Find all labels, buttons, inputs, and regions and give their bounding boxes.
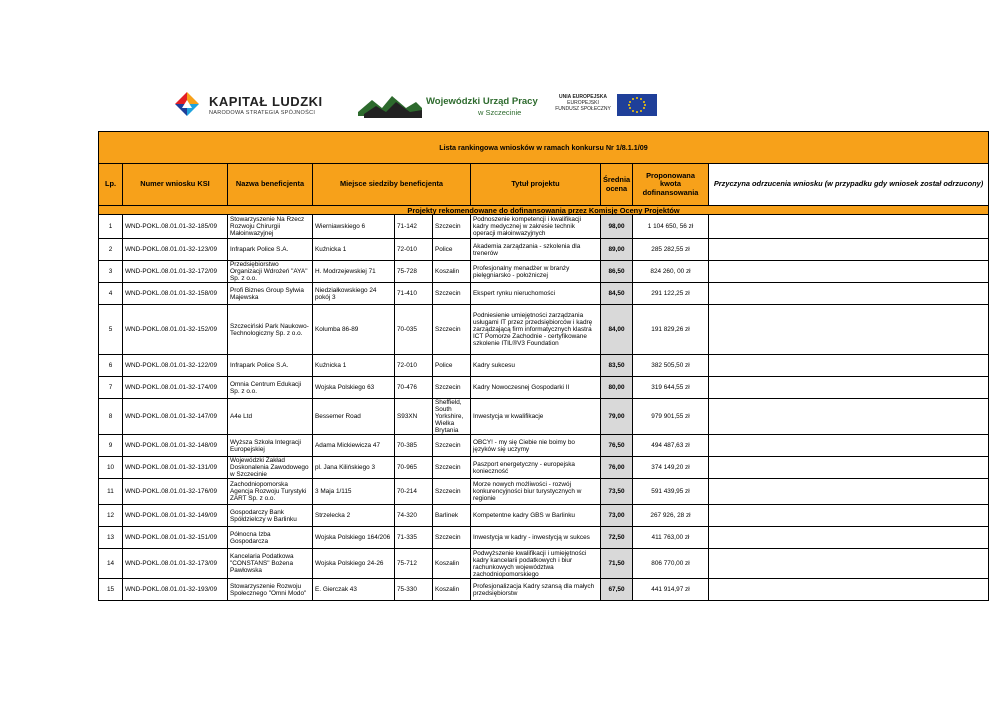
cell-miasto: Police [433, 239, 471, 261]
cell-tytul: Kadry Nowoczesnej Gospodarki II [471, 377, 601, 399]
cell-tytul: OBCY! - my się Ciebie nie boimy bo języków się uczymy [471, 435, 601, 457]
cell-kod: 75-712 [395, 549, 433, 579]
cell-numer: WND-POKL.08.01.01-32-149/09 [123, 505, 228, 527]
kapital-ludzki-logo [173, 88, 333, 122]
cell-lp: 1 [99, 215, 123, 239]
cell-przyczyna [709, 479, 989, 505]
cell-ocena: 73,50 [601, 479, 633, 505]
cell-numer: WND-POKL.08.01.01-32-151/09 [123, 527, 228, 549]
cell-przyczyna [709, 399, 989, 435]
cell-miasto: Szczecin [433, 283, 471, 305]
cell-numer: WND-POKL.08.01.01-32-174/09 [123, 377, 228, 399]
eu-line-3: FUNDUSZ SPOŁECZNY [555, 106, 611, 112]
cell-przyczyna [709, 435, 989, 457]
table-title: Lista rankingowa wniosków w ramach konkursu Nr 1/8.1.1/09 [99, 132, 989, 164]
cell-ocena: 73,00 [601, 505, 633, 527]
cell-ulica: Bessemer Road [313, 399, 395, 435]
cell-kwota: 1 104 650, 56 zł [633, 215, 709, 239]
cell-tytul: Kadry sukcesu [471, 355, 601, 377]
kapital-ludzki-subtitle: NARODOWA STRATEGIA SPÓJNOŚCI [209, 110, 316, 116]
cell-lp: 13 [99, 527, 123, 549]
cell-kwota: 441 914,97 zł [633, 579, 709, 601]
cell-lp: 10 [99, 457, 123, 479]
cell-ulica: Adama Mickiewicza 47 [313, 435, 395, 457]
cell-lp: 15 [99, 579, 123, 601]
cell-lp: 6 [99, 355, 123, 377]
eu-text [553, 94, 613, 112]
cell-miasto: Szczecin [433, 527, 471, 549]
wup-title: Wojewódzki Urząd Pracy [426, 96, 538, 107]
cell-ulica: H. Modrzejewskiej 71 [313, 261, 395, 283]
cell-przyczyna [709, 261, 989, 283]
cell-kwota: 382 505,50 zł [633, 355, 709, 377]
cell-nazwa: Profi Biznes Group Sylwia Majewska [228, 283, 313, 305]
cell-tytul: Kompetentne kadry GBS w Barlinku [471, 505, 601, 527]
cell-tytul: Paszport energetyczny - europejska konieczność [471, 457, 601, 479]
cell-nazwa: Omnia Centrum Edukacji Sp. z o.o. [228, 377, 313, 399]
cell-lp: 5 [99, 305, 123, 355]
cell-tytul: Profesjonalny menadżer w branży pielęgniarsko - położniczej [471, 261, 601, 283]
wup-logo [426, 88, 536, 122]
cell-ulica: Wierniawskiego 6 [313, 215, 395, 239]
table-title-row [99, 132, 989, 164]
cell-nazwa: Stowarzyszenie Na Rzecz Rozwoju Chirurgii Małoinwazyjnej [228, 215, 313, 239]
col-header-nazwa: Nazwa beneficjenta [228, 164, 313, 206]
cell-kwota: 591 439,95 zł [633, 479, 709, 505]
col-header-kwota: Proponowana kwota dofinansowania [633, 164, 709, 206]
eu-line-1: UNIA EUROPEJSKA [559, 94, 607, 100]
cell-nazwa: Szczeciński Park Naukowo-Technologiczny Sp. z o.o. [228, 305, 313, 355]
cell-numer: WND-POKL.08.01.01-32-193/09 [123, 579, 228, 601]
cell-lp: 2 [99, 239, 123, 261]
header-row [99, 164, 989, 206]
cell-nazwa: Kancelaria Podatkowa "CONSTANS" Bożena Pawłowska [228, 549, 313, 579]
cell-numer: WND-POKL.08.01.01-32-185/09 [123, 215, 228, 239]
cell-numer: WND-POKL.08.01.01-32-148/09 [123, 435, 228, 457]
col-header-przyczyna: Przyczyna odrzucenia wniosku (w przypadku gdy wniosek został odrzucony) [709, 164, 989, 206]
cell-lp: 9 [99, 435, 123, 457]
cell-ulica: Wojska Polskiego 24-26 [313, 549, 395, 579]
cell-ocena: 80,00 [601, 377, 633, 399]
cell-kod: 71-142 [395, 215, 433, 239]
table-row [99, 505, 989, 527]
cell-ulica: Kuźnicka 1 [313, 239, 395, 261]
col-header-numer: Numer wniosku KSI [123, 164, 228, 206]
cell-przyczyna [709, 579, 989, 601]
cell-kod: 70-035 [395, 305, 433, 355]
cell-ocena: 98,00 [601, 215, 633, 239]
cell-kod: 74-320 [395, 505, 433, 527]
cell-tytul: Profesjonalizacja Kadry szansą dla małych przedsiębiorstw [471, 579, 601, 601]
cell-miasto: Szczecin [433, 457, 471, 479]
cell-ocena: 72,50 [601, 527, 633, 549]
cell-miasto: Police [433, 355, 471, 377]
cell-miasto: Koszalin [433, 261, 471, 283]
cell-przyczyna [709, 283, 989, 305]
cell-przyczyna [709, 377, 989, 399]
cell-kwota: 411 763,00 zł [633, 527, 709, 549]
cell-lp: 3 [99, 261, 123, 283]
table-row [99, 215, 989, 239]
cell-kwota: 291 122,25 zł [633, 283, 709, 305]
cell-miasto: Sheffield, South Yorkshire, Wielka Brytania [433, 399, 471, 435]
cell-kwota: 806 770,00 zł [633, 549, 709, 579]
cell-ulica: Wojska Polskiego 63 [313, 377, 395, 399]
cell-kod: 72-010 [395, 239, 433, 261]
cell-nazwa: A4e Ltd [228, 399, 313, 435]
cell-miasto: Szczecin [433, 377, 471, 399]
kapital-ludzki-emblem-icon [173, 90, 201, 118]
cell-ocena: 67,50 [601, 579, 633, 601]
logo-strip [0, 88, 992, 122]
kapital-ludzki-title: KAPITAŁ LUDZKI [209, 94, 323, 109]
cell-przyczyna [709, 305, 989, 355]
cell-ocena: 76,50 [601, 435, 633, 457]
cell-tytul: Inwestycja w kadry - inwestycją w sukces [471, 527, 601, 549]
cell-nazwa: Zachodniopomorska Agencja Rozwoju Turystyki ZART Sp. z o.o. [228, 479, 313, 505]
table-row [99, 457, 989, 479]
cell-tytul: Ekspert rynku nieruchomości [471, 283, 601, 305]
cell-przyczyna [709, 355, 989, 377]
cell-tytul: Morze nowych możliwości - rozwój konkurencyjności biur turystycznych w regionie [471, 479, 601, 505]
eu-line-2: EUROPEJSKI [567, 100, 599, 106]
cell-kwota: 374 149,20 zł [633, 457, 709, 479]
cell-ocena: 76,00 [601, 457, 633, 479]
cell-miasto: Barlinek [433, 505, 471, 527]
cell-przyczyna [709, 239, 989, 261]
table-row [99, 435, 989, 457]
section-row [99, 206, 989, 215]
cell-tytul: Podwyższenie kwalifikacji i umiejętności kadry kancelarii podatkowych i biur rachunkowych województwa zachodniopomorskiego [471, 549, 601, 579]
cell-kwota: 319 644,55 zł [633, 377, 709, 399]
cell-miasto: Szczecin [433, 435, 471, 457]
cell-lp: 8 [99, 399, 123, 435]
mountain-icon [358, 88, 422, 122]
cell-przyczyna [709, 549, 989, 579]
cell-ulica: Wojska Polskiego 164/206 [313, 527, 395, 549]
table-row [99, 355, 989, 377]
cell-nazwa: Gospodarczy Bank Spółdzielczy w Barlinku [228, 505, 313, 527]
cell-kwota: 191 829,26 zł [633, 305, 709, 355]
cell-miasto: Koszalin [433, 579, 471, 601]
wup-subtitle: w Szczecinie [478, 108, 522, 117]
cell-nazwa: Przedsiębiorstwo Organizacji Wdrożeń "AYA" Sp. z o.o. [228, 261, 313, 283]
cell-przyczyna [709, 527, 989, 549]
cell-lp: 4 [99, 283, 123, 305]
cell-kod: 70-214 [395, 479, 433, 505]
cell-kod: 70-476 [395, 377, 433, 399]
cell-ocena: 79,00 [601, 399, 633, 435]
cell-numer: WND-POKL.08.01.01-32-152/09 [123, 305, 228, 355]
cell-ocena: 83,50 [601, 355, 633, 377]
cell-ulica: Niedziałkowskiego 24 pokój 3 [313, 283, 395, 305]
cell-numer: WND-POKL.08.01.01-32-131/09 [123, 457, 228, 479]
cell-numer: WND-POKL.08.01.01-32-147/09 [123, 399, 228, 435]
cell-ulica: 3 Maja 1/115 [313, 479, 395, 505]
cell-kwota: 267 926, 28 zł [633, 505, 709, 527]
cell-kod: 72-010 [395, 355, 433, 377]
cell-ocena: 89,00 [601, 239, 633, 261]
cell-kod: 75-728 [395, 261, 433, 283]
cell-kwota: 494 487,63 zł [633, 435, 709, 457]
table-row [99, 479, 989, 505]
cell-nazwa: Stowarzyszenie Rozwoju Społecznego "Omni Modo" [228, 579, 313, 601]
cell-przyczyna [709, 215, 989, 239]
table-row [99, 377, 989, 399]
cell-numer: WND-POKL.08.01.01-32-123/09 [123, 239, 228, 261]
table-row [99, 579, 989, 601]
cell-numer: WND-POKL.08.01.01-32-176/09 [123, 479, 228, 505]
cell-kod: 71-410 [395, 283, 433, 305]
cell-przyczyna [709, 457, 989, 479]
cell-miasto: Koszalin [433, 549, 471, 579]
cell-kwota: 285 282,55 zł [633, 239, 709, 261]
cell-tytul: Akademia zarządzania - szkolenia dla trenerów [471, 239, 601, 261]
table-row [99, 527, 989, 549]
cell-lp: 14 [99, 549, 123, 579]
cell-nazwa: Wyższa Szkoła Integracji Europejskiej [228, 435, 313, 457]
cell-lp: 11 [99, 479, 123, 505]
cell-ulica: Kuźnicka 1 [313, 355, 395, 377]
cell-ocena: 71,50 [601, 549, 633, 579]
cell-kod: 71-335 [395, 527, 433, 549]
cell-numer: WND-POKL.08.01.01-32-122/09 [123, 355, 228, 377]
table-row [99, 399, 989, 435]
cell-lp: 7 [99, 377, 123, 399]
cell-nazwa: Północna Izba Gospodarcza [228, 527, 313, 549]
cell-kod: S93XN [395, 399, 433, 435]
cell-ulica: Kolumba 86-89 [313, 305, 395, 355]
table-row [99, 305, 989, 355]
cell-ulica: Strzelecka 2 [313, 505, 395, 527]
cell-tytul: Podniesienie umiejętności zarządzania usługami IT przez przedsiębiorców i kadrę zarządzającą firm informatycznych klastra ICT Pomorze Zachodnie - certyfikowane szkolenie ITIL®V3 Foundation [471, 305, 601, 355]
table-row [99, 549, 989, 579]
cell-lp: 12 [99, 505, 123, 527]
eu-logo [553, 88, 663, 122]
cell-miasto: Szczecin [433, 479, 471, 505]
cell-tytul: Podnoszenie kompetencji i kwalifikacji kadry medycznej w zakresie technik operacji małoinwazyjnych [471, 215, 601, 239]
col-header-ocena: Średnia ocena [601, 164, 633, 206]
col-header-tytul: Tytuł projektu [471, 164, 601, 206]
table-row [99, 283, 989, 305]
ranking-table [98, 131, 989, 601]
cell-tytul: Inwestycja w kwalifikacje [471, 399, 601, 435]
cell-numer: WND-POKL.08.01.01-32-158/09 [123, 283, 228, 305]
cell-ocena: 86,50 [601, 261, 633, 283]
cell-kod: 70-965 [395, 457, 433, 479]
cell-kwota: 824 260, 00 zł [633, 261, 709, 283]
col-header-miejsce: Miejsce siedziby beneficjenta [313, 164, 471, 206]
wup-emblem [358, 88, 422, 122]
eu-flag-icon [617, 94, 657, 116]
cell-numer: WND-POKL.08.01.01-32-172/09 [123, 261, 228, 283]
cell-miasto: Szczecin [433, 305, 471, 355]
cell-nazwa: Wojewódzki Zakład Doskonalenia Zawodowego w Szczecinie [228, 457, 313, 479]
table-row [99, 261, 989, 283]
cell-przyczyna [709, 505, 989, 527]
col-header-lp: Lp. [99, 164, 123, 206]
cell-ocena: 84,50 [601, 283, 633, 305]
cell-miasto: Szczecin [433, 215, 471, 239]
table-row [99, 239, 989, 261]
cell-kwota: 979 901,55 zł [633, 399, 709, 435]
cell-numer: WND-POKL.08.01.01-32-173/09 [123, 549, 228, 579]
cell-kod: 75-330 [395, 579, 433, 601]
cell-ocena: 84,00 [601, 305, 633, 355]
cell-kod: 70-385 [395, 435, 433, 457]
cell-ulica: E. Gierczak 43 [313, 579, 395, 601]
cell-nazwa: Infrapark Police S.A. [228, 239, 313, 261]
section-title: Projekty rekomendowane do dofinansowania przez Komisję Oceny Projektów [99, 206, 989, 215]
cell-ulica: pl. Jana Kilińskiego 3 [313, 457, 395, 479]
cell-nazwa: Infrapark Police S.A. [228, 355, 313, 377]
